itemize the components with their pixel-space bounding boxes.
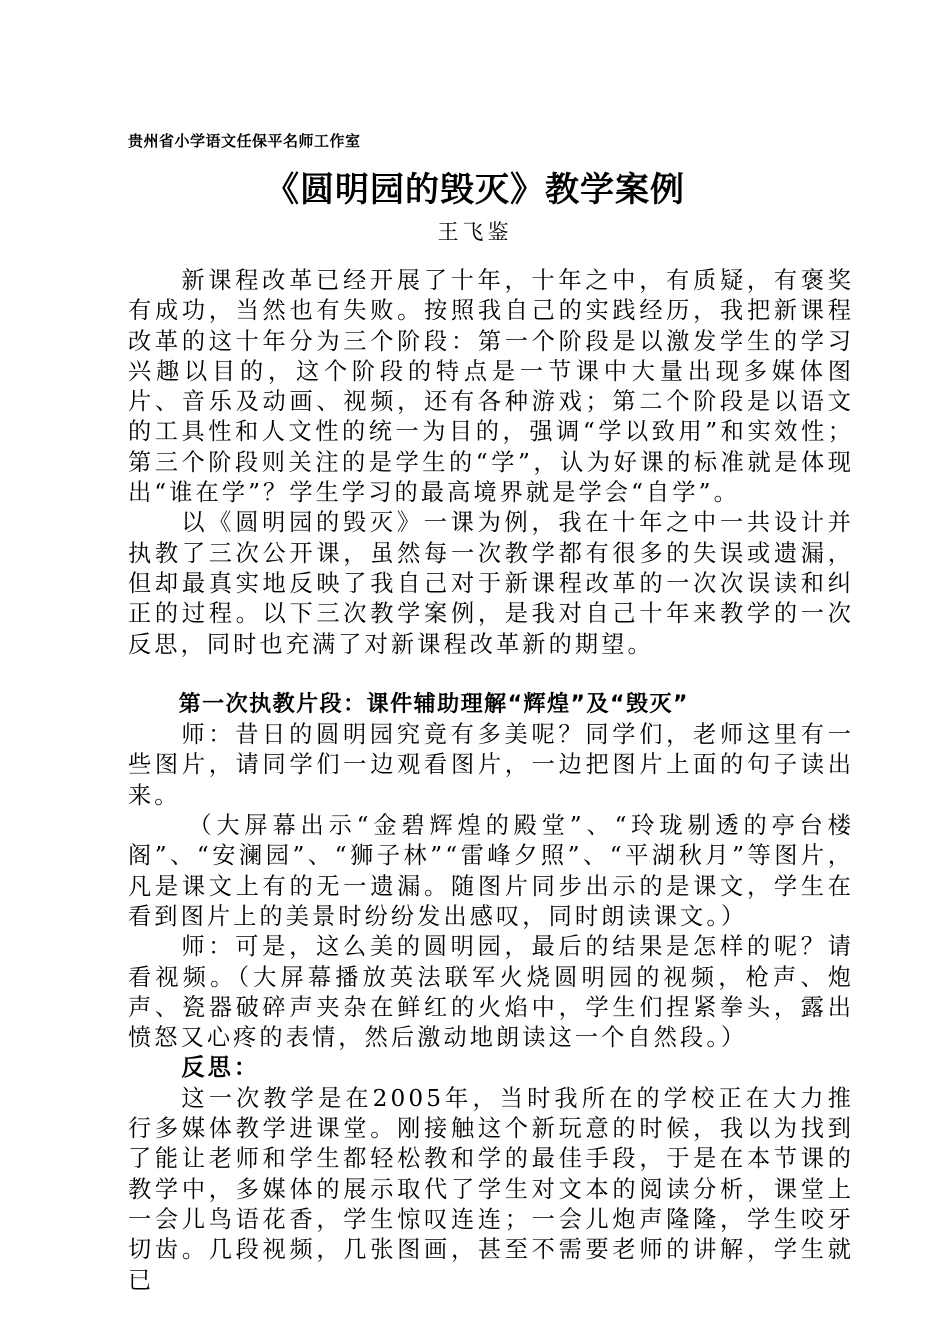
document-title: 《圆明园的毁灭》教学案例 — [265, 170, 685, 210]
reflection-label: 反思： — [181, 1054, 261, 1082]
section-1-paragraph-2: （大屏幕出示“金碧辉煌的殿堂”、“玲珑剔透的亭台楼阁”、“安澜园”、“狮子林”“雷峰夕照”、“平湖秋月”等图片，凡是课文上有的无一遗漏。随图片同步出示的是课文，学生在看到图片上的美景时纷纷发出感叹，同时朗读课文。） — [128, 812, 854, 930]
section-spacer — [128, 660, 854, 690]
reflection-paragraph: 这一次教学是在2005年，当时我所在的学校正在大力推行多媒体教学进课堂。刚接触这个新玩意的时候，我以为找到了能让老师和学生都轻松教和学的最佳手段，于是在本节课的教学中，多媒体的展示取代了学生对文本的阅读分析，课堂上一会儿鸟语花香，学生惊叹连连；一会儿炮声隆隆，学生咬牙切齿。几段视频，几张图画，甚至不需要老师的讲解，学生就已 — [128, 1084, 854, 1294]
intro-paragraph-2: 以《圆明园的毁灭》一课为例，我在十年之中一共设计并执教了三次公开课，虽然每一次教学都有很多的失误或遗漏，但却最真实地反映了我自己对于新课程改革的一次次误读和纠正的过程。以下三次教学案例，是我对自己十年来教学的一次反思，同时也充满了对新课程改革新的期望。 — [128, 509, 854, 658]
section-1-paragraph-1: 师：昔日的圆明园究竟有多美呢？同学们，老师这里有一些图片，请同学们一边观看图片，一边把图片上面的句子读出来。 — [128, 721, 854, 809]
intro-paragraph-1: 新课程改革已经开展了十年，十年之中，有质疑，有褒奖有成功，当然也有失败。按照我自己的实践经历，我把新课程改革的这十年分为三个阶段：第一个阶段是以激发学生的学习兴趣以目的，这个阶段的特点是一节课中大量出现多媒体图片、音乐及动画、视频，还有各种游戏；第二个阶段是以语文的工具性和人文性的统一为目的，强调“学以致用”和实效性；第三个阶段则关注的是学生的“学”，认为好课的标准就是体现出“谁在学”？学生学习的最高境界就是学会“自学”。 — [128, 267, 854, 507]
section-1-paragraph-3: 师：可是，这么美的圆明园，最后的结果是怎样的呢？请看视频。（大屏幕播放英法联军火烧圆明园的视频，枪声、炮声、瓷器破碎声夹杂在鲜红的火焰中，学生们捏紧拳头，露出愤怒又心疼的表情，然后激动地朗读这一个自然段。） — [128, 933, 854, 1052]
studio-header: 贵州省小学语文任保平名师工作室 — [128, 132, 361, 150]
author-name: 王飞鉴 — [437, 220, 513, 244]
section-1-heading: 第一次执教片段：课件辅助理解“辉煌”及“毁灭” — [178, 691, 689, 717]
document-body — [128, 266, 854, 1296]
